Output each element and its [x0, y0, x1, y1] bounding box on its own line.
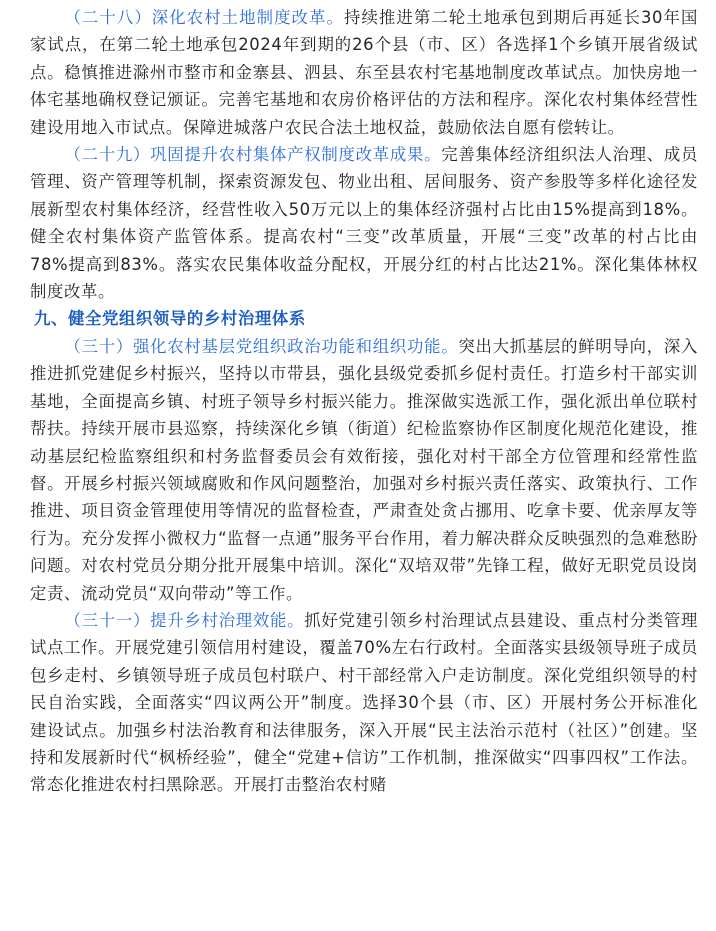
- paragraph-party-organization: [30, 333, 698, 607]
- paragraph-lead: （三十）强化农村基层党组织政治功能和组织功能。: [64, 336, 459, 356]
- paragraph-lead: （三十一）提升乡村治理效能。: [64, 610, 305, 630]
- section-heading: 九、健全党组织领导的乡村治理体系: [34, 309, 306, 329]
- paragraph-collective-property: [30, 141, 698, 305]
- document-body: [30, 4, 698, 799]
- paragraph-governance-efficiency: [30, 607, 698, 799]
- paragraph-lead: （二十八）深化农村土地制度改革。: [64, 8, 344, 27]
- paragraph-land-reform: [30, 4, 698, 141]
- paragraph-text: 持续推进第二轮土地承包到期后再延长30年国家试点，在第二轮土地承包2024年到期的26个县（市、区）各选择1个乡镇开展省级试点。稳慎推进滁州市整市和金寨县、泗县、东至县农村宅基地制度改革试点。加快房地一体宅基地确权登记颁证。完善宅基地和农房价格评估的方法和程序。深化农村集体经营性建设用地入市试点。保障进城落户农民合法土地权益，鼓励依法自愿有偿转让。: [30, 8, 698, 137]
- paragraph-lead: （二十九）巩固提升农村集体产权制度改革成果。: [64, 145, 442, 165]
- paragraph-text: 突出大抓基层的鲜明导向，深入推进抓党建促乡村振兴，坚持以市带县，强化县级党委抓乡促村责任。打造乡村干部实训基地，全面提高乡镇、村班子领导乡村振兴能力。推深做实选派工作，强化派出单位联村帮扶。持续开展市县巡察，持续深化乡镇（街道）纪检监察协作区制度化规范化建设，推动基层纪检监察组织和村务监督委员会有效衔接，强化对村干部全方位管理和经常性监督。开展乡村振兴领域腐败和作风问题整治，加强对乡村振兴责任落实、政策执行、工作推进、项目资金管理使用等情况的监督检查，严肃查处贪占挪用、吃拿卡要、优亲厚友等行为。充分发挥小微权力“监督一点通”服务平台作用，着力解决群众反映强烈的急难愁盼问题。对农村党员分期分批开展集中培训。深化“双培双带”先锋工程，做好无职党员设岗定责、流动党员“双向带动”等工作。: [30, 336, 698, 603]
- paragraph-text: 抓好党建引领乡村治理试点县建设、重点村分类管理试点工作。开展党建引领信用村建设，覆盖70%左右行政村。全面落实县级领导班子成员包乡走村、乡镇领导班子成员包村联户、村干部经常入户走访制度。深化党组织领导的村民自治实践，全面落实“四议两公开”制度。选择30个县（市、区）开展村务公开标准化建设试点。加强乡村法治教育和法律服务，深入开展“民主法治示范村（社区）”创建。坚持和发展新时代“枫桥经验”，健全“党建+信访”工作机制，推深做实“四事四权”工作法。常态化推进农村扫黑除恶。开展打击整治农村赌: [30, 610, 698, 795]
- paragraph-text: 完善集体经济组织法人治理、成员管理、资产管理等机制，探索资源发包、物业出租、居间服务、资产参股等多样化途径发展新型农村集体经济，经营性收入50万元以上的集体经济强村占比由15%提高到18%。健全农村集体资产监管体系。提高农村“三变”改革质量，开展“三变”改革的村占比由78%提高到83%。落实农民集体收益分配权，开展分红的村占比达21%。深化集体林权制度改革。: [30, 145, 699, 302]
